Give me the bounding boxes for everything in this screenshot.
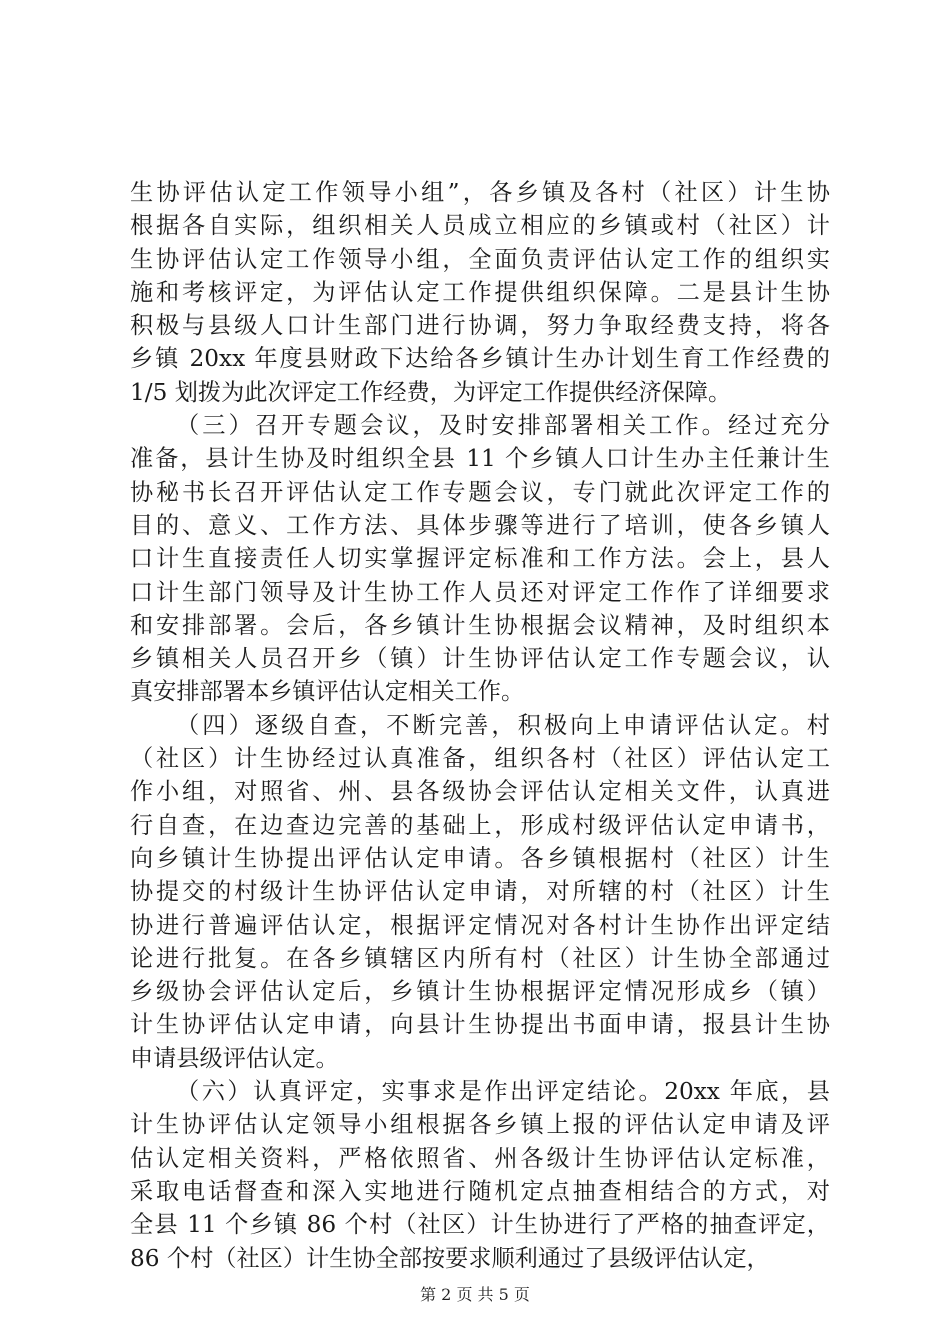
text-line: 目的、意义、工作方法、具体步骤等进行了培训，使各乡镇人	[130, 511, 830, 539]
text-line: 施和考核评定，为评估认定工作提供组织保障。二是县计生协	[130, 278, 830, 306]
text-line: 向乡镇计生协提出评估认定申请。各乡镇根据村（社区）计生	[130, 844, 830, 872]
text-line: 采取电话督查和深入实地进行随机定点抽查相结合的方式，对	[130, 1177, 830, 1205]
text-line: 协进行普遍评估认定，根据评定情况对各村计生协作出评定结	[130, 911, 830, 939]
text-line: 作小组，对照省、州、县各级协会评估认定相关文件，认真进	[130, 778, 830, 806]
text-line: 生协评估认定工作领导小组”，各乡镇及各村（社区）计生协	[130, 179, 830, 206]
text-line: 申请县级评估认定。	[130, 1044, 339, 1072]
text-line: 真安排部署本乡镇评估认定相关工作。	[130, 678, 525, 706]
text-line: 和安排部署。会后，各乡镇计生协根据会议精神，及时组织本	[130, 611, 830, 639]
text-line: 计生协评估认定领导小组根据各乡镇上报的评估认定申请及评	[130, 1111, 830, 1139]
text-line: 根据各自实际，组织相关人员成立相应的乡镇或村（社区）计	[130, 212, 830, 240]
text-line: 准备，县计生协及时组织全县 11 个乡镇人口计生办主任兼计生	[130, 445, 830, 473]
text-line: 口计生部门领导及计生协工作人员还对评定工作作了详细要求	[130, 578, 830, 606]
text-line: 计生协评估认定申请，向县计生协提出书面申请，报县计生协	[130, 1011, 830, 1039]
text-line: （三）召开专题会议，及时安排部署相关工作。经过充分	[176, 412, 830, 440]
text-line: 乡级协会评估认定后，乡镇计生协根据评定情况形成乡（镇）	[130, 978, 830, 1006]
text-line: 协秘书长召开评估认定工作专题会议，专门就此次评定工作的	[130, 478, 830, 506]
page-footer: 第 2 页 共 5 页	[420, 1285, 530, 1304]
text-line: 乡镇 20xx 年度县财政下达给各乡镇计生办计划生育工作经费的	[130, 345, 830, 373]
document-body	[130, 176, 830, 1275]
text-line: （六）认真评定，实事求是作出评定结论。20xx 年底，县	[176, 1078, 830, 1106]
text-line: 协提交的村级计生协评估认定申请，对所辖的村（社区）计生	[130, 878, 830, 906]
text-line: 论进行批复。在各乡镇辖区内所有村（社区）计生协全部通过	[130, 944, 830, 972]
text-line: （社区）计生协经过认真准备，组织各村（社区）评估认定工	[130, 745, 830, 773]
text-line: 积极与县级人口计生部门进行协调，努力争取经费支持，将各	[130, 312, 830, 340]
text-line: 行自查，在边查边完善的基础上，形成村级评估认定申请书，	[130, 811, 830, 839]
text-line: 生协评估认定工作领导小组，全面负责评估认定工作的组织实	[130, 245, 830, 273]
text-line: 86 个村（社区）计生协全部按要求顺利通过了县级评估认定，	[130, 1244, 770, 1272]
text-line: 口计生直接责任人切实掌握评定标准和工作方法。会上，县人	[130, 545, 830, 573]
text-line: （四）逐级自查，不断完善，积极向上申请评估认定。村	[176, 711, 830, 739]
text-line: 乡镇相关人员召开乡（镇）计生协评估认定工作专题会议，认	[130, 645, 830, 673]
text-line: 全县 11 个乡镇 86 个村（社区）计生协进行了严格的抽查评定，	[130, 1211, 830, 1239]
text-line: 1/5 划拨为此次评定工作经费，为评定工作提供经济保障。	[130, 378, 732, 406]
text-line: 估认定相关资料，严格依照省、州各级计生协评估认定标准，	[130, 1144, 830, 1172]
